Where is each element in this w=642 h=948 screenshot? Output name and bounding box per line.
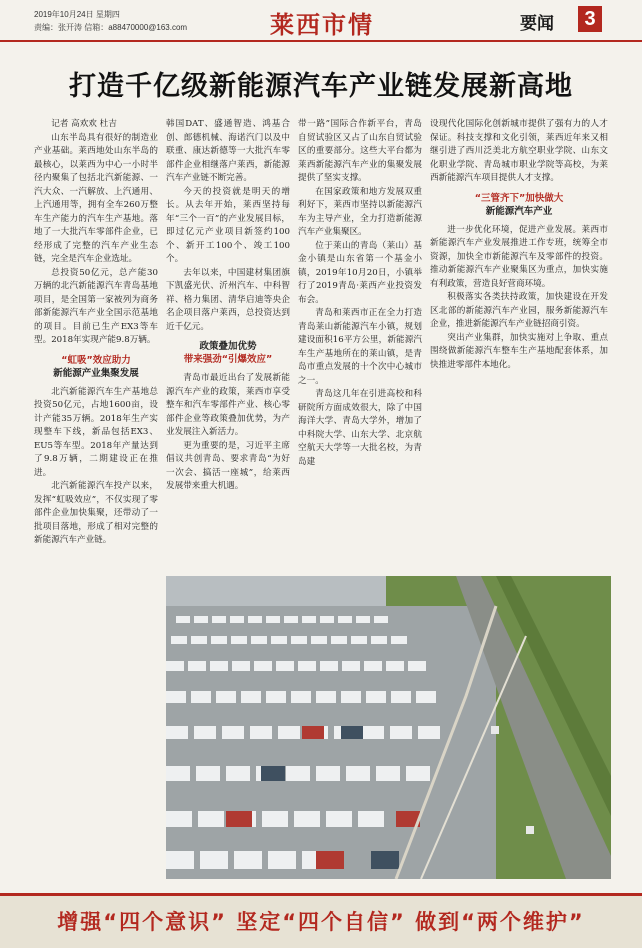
paragraph: 青岛市最近出台了发展新能源汽车产业的政策，莱西市享受整车和汽车零部件产业、核心零部件企业等政策叠加优势，为产业发展注入新活力。 — [166, 373, 290, 437]
page-footer — [0, 893, 642, 948]
subheading-line-1: “虹吸”效应助力 — [61, 354, 131, 366]
paragraph: 青岛这几年在引进高校和科研院所方面成效很大，除了中国海洋大学、青岛大学外，增加了中科院大学、山东大学、北京航空航天大学等一大批名校，为青岛建 — [298, 389, 422, 467]
paragraph: 进一步优化环境，促进产业发展。莱西市新能源汽车产业发展推进工作专班，统筹全市资源，加快全市新能源汽车及零部件的投资。推动新能源汽车产业聚集区为重点，加快实施有利政策，营造良好营商环境。 — [430, 224, 608, 289]
factory-aerial-photo — [166, 576, 611, 879]
paragraph: 今天的投资就是明天的增长。从去年开始，莱西坚持每年“三个一百”的产业发展目标，即过亿元产业项目新签约100个、新开工100个、竣工100个。 — [166, 186, 290, 264]
paragraph: 突出产业集群，加快实施对上争取、重点围绕做新能源汽车整车生产基地配套体系，加快推进零部件本地化。 — [430, 332, 608, 370]
subheading — [430, 192, 608, 218]
paragraph: 去年以来，中国建材集团旗下凯盛光伏、沂州汽车、中科智祥、格力集团、清华启迪等央企名企项目落户莱西，总投资达到近千亿元。 — [166, 267, 290, 332]
subheading — [34, 354, 158, 380]
masthead-logo: 莱西市情 — [270, 10, 374, 39]
paragraph: 青岛和莱西市正在全力打造青岛莱山新能源汽车小镇，规划建设面积16平方公里，新能源汽车生产基地所在的莱山镇，是青岛市重点发展的十个次中心城市之一。 — [298, 308, 422, 386]
editor-info: 责编：张开涛 信箱：a88470000@163.com — [34, 23, 188, 32]
page-number: 3 — [578, 6, 602, 32]
paragraph: 带一路”国际合作新平台，青岛自贸试验区又占了山东自贸试验区的重要部分。这些大平台都为莱西新能源汽车产业的集聚发展提供了坚实支撑。 — [298, 119, 422, 183]
paragraph: 山东半岛具有很好的制造业产业基础。莱西地处山东半岛的最核心，以莱西为中心一小时半径内聚集了包括北汽新能源、一汽大众、一汽解放、上汽通用、上汽通用等，拥有全车260万整车生产能力的汽车生产基地。落地了一大批汽车零部件企业，已经形成了完整的汽车产业生态链，完全是汽车企业选址。 — [34, 132, 158, 264]
article-column-3 — [298, 118, 422, 571]
paragraph: 韩国DAT、盛通智造、鸿基合创、郎德机械、海诺汽门以及中联重、康达新德等一大批汽车零部件企业相继落户莱西，新能源汽车产业链不断完善。 — [166, 119, 290, 183]
paragraph: 总投资50亿元，总产能30万辆的北汽新能源汽车青岛基地项目，是全国第一家被列为商务部新能源汽车产业全国示范基地的项目。目前已生产EX3等车型。2018年实现产能9.8万辆。 — [34, 267, 158, 345]
page-headline: 打造千亿级新能源汽车产业链发展新高地 — [69, 71, 573, 102]
article-column-1 — [34, 118, 158, 838]
subheading-line-1: “三管齐下”加快做大 — [474, 192, 564, 204]
paragraph: 设现代化国际化创新城市提供了强有力的人才保证。科技支撑和文化引领，莱西近年来又相继引进了西川泛美北方航空职业学院、山东文化职业学院、青岛城市职业学院等高校，为莱西新能源汽车项目提供人才支撑。 — [430, 119, 608, 183]
subheading-line-1: 政策叠加优势 — [199, 341, 257, 352]
paragraph: 在国家政策和地方发展双重利好下，莱西市坚持以新能源汽车为主导产业，全力打造新能源汽车产业集聚区。 — [298, 186, 422, 237]
paragraph: 北汽新能源汽车生产基地总投资50亿元，占地1600亩，设计产能35万辆。2018年生产实现整车下线，新品包括EX3、EU5等车型。2018年产量达到了9.8万辆，二期建设正在推进。 — [34, 386, 158, 478]
subheading-line-2: 带来强劲“引爆效应” — [183, 354, 273, 365]
subheading-line-2: 新能源产业集聚发展 — [53, 367, 139, 379]
article-column-2 — [166, 118, 290, 571]
paragraph: 北汽新能源汽车投产以来，发挥“虹吸效应”，不仅实现了零部件企业加快集聚，还带动了一批项目落地，形成了相对完整的新能源汽车产业链。 — [34, 481, 158, 545]
issue-date: 2019年10月24日 星期四 — [34, 10, 120, 19]
subheading — [166, 340, 290, 366]
page-header — [0, 0, 642, 42]
paragraph: 更为重要的是，习近平主席倡议共创青岛、要求青岛“为好一次会、搞活一座城”，给莱西发展带来重大机遇。 — [166, 440, 290, 491]
factory-photo-illustration — [166, 576, 611, 879]
paragraph: 位于莱山的青岛（莱山）基金小镇是山东省第一个基金小镇，2019年10月20日，小镇举行了2019青岛·莱西产业投资发布会。 — [298, 240, 422, 305]
byline: 记者 高欢欢 杜吉 — [51, 119, 117, 129]
article-column-4 — [430, 118, 608, 571]
footer-slogan: 增强“四个意识” 坚定“四个自信” 做到“两个维护” — [57, 910, 585, 934]
paragraph: 积极落实各类扶持政策，加快建设在开发区北部的新能源汽车产业园，服务新能源汽车企业，推进新能源汽车产业链招商引资。 — [430, 292, 608, 329]
section-label: 要闻 — [520, 14, 554, 33]
subheading-line-2: 新能源汽车产业 — [485, 205, 553, 217]
